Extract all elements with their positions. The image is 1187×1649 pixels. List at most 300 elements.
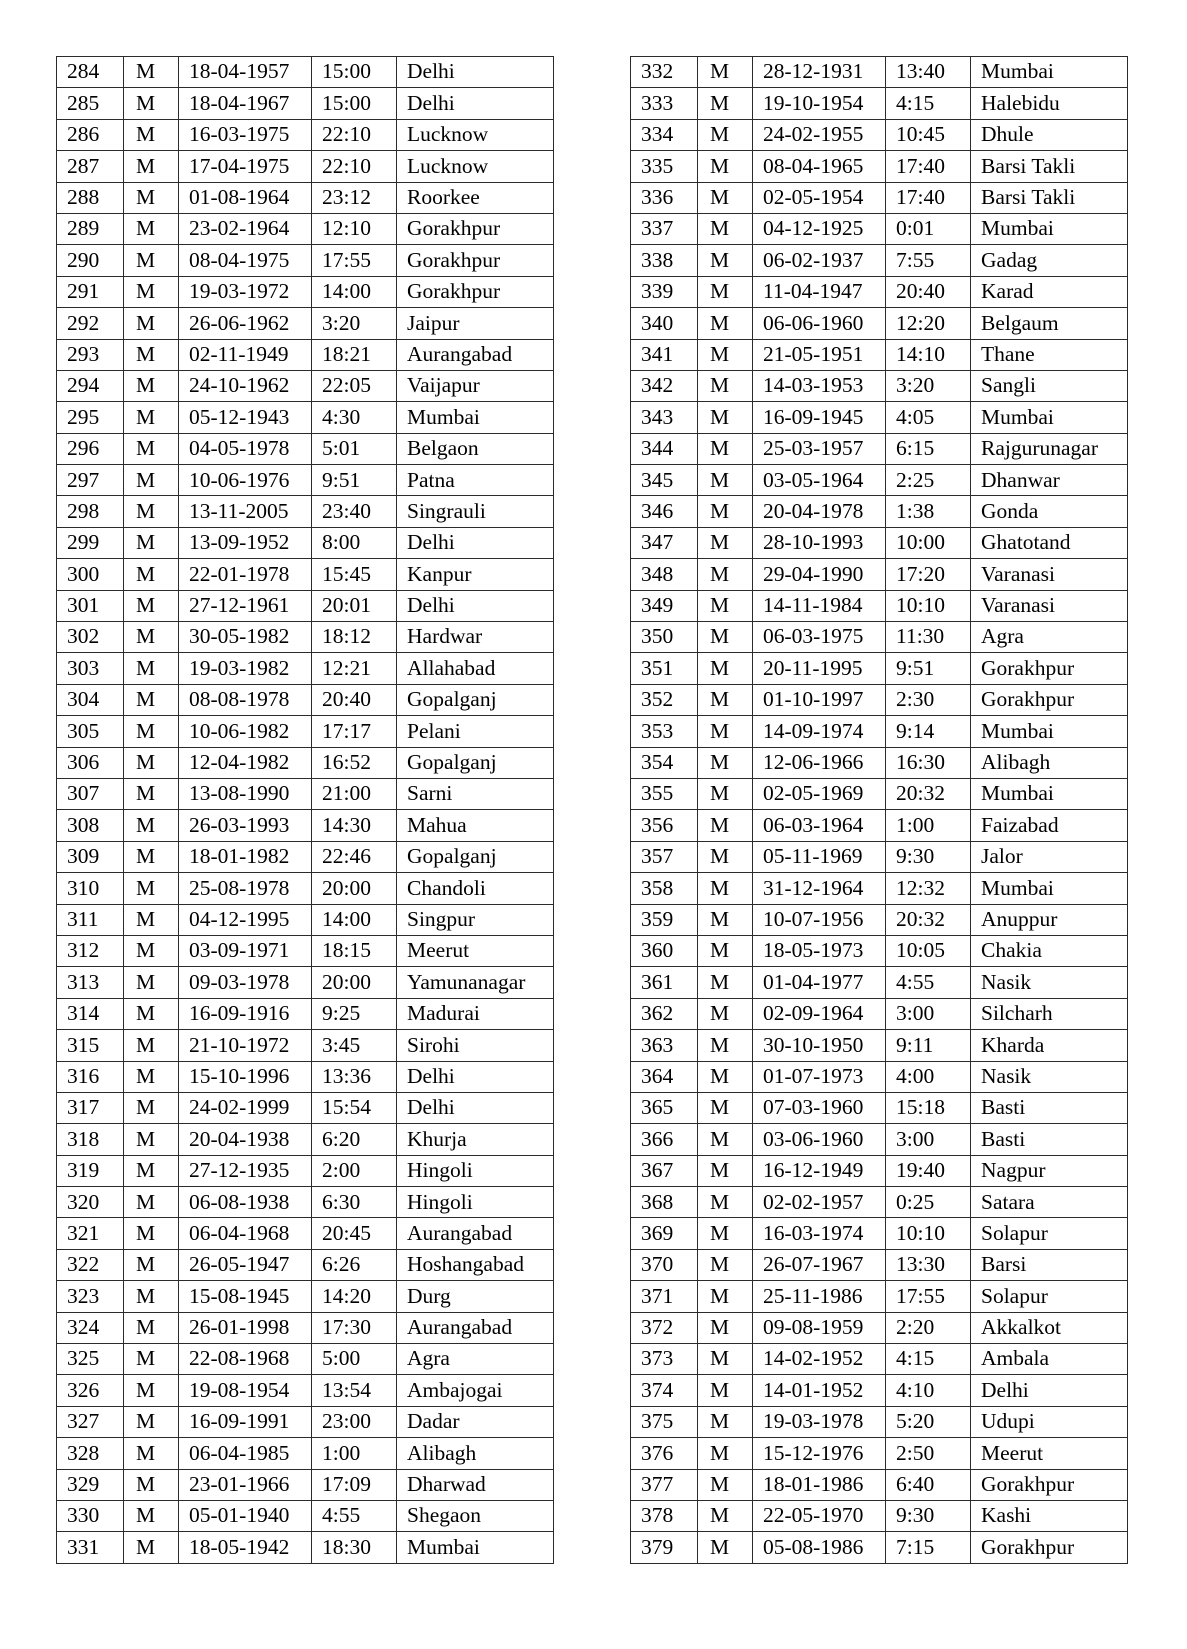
table-row [57, 57, 554, 88]
table-row [57, 653, 554, 684]
sex-cell: M [698, 370, 753, 401]
date-cell: 20-04-1938 [179, 1124, 312, 1155]
time-cell: 20:40 [886, 276, 971, 307]
serial-cell: 341 [631, 339, 698, 370]
place-cell: Gopalganj [397, 684, 554, 715]
date-cell: 10-06-1976 [179, 465, 312, 496]
table-row [57, 998, 554, 1029]
sex-cell: M [124, 182, 179, 213]
place-cell: Allahabad [397, 653, 554, 684]
serial-cell: 320 [57, 1187, 124, 1218]
sex-cell: M [124, 151, 179, 182]
table-row [57, 245, 554, 276]
records-table-left-body [57, 57, 554, 1564]
time-cell: 6:40 [886, 1469, 971, 1500]
time-cell: 14:00 [312, 276, 397, 307]
table-row [631, 935, 1128, 966]
serial-cell: 368 [631, 1187, 698, 1218]
time-cell: 2:30 [886, 684, 971, 715]
table-row [631, 1532, 1128, 1563]
date-cell: 17-04-1975 [179, 151, 312, 182]
date-cell: 01-10-1997 [753, 684, 886, 715]
sex-cell: M [698, 841, 753, 872]
serial-cell: 308 [57, 810, 124, 841]
serial-cell: 366 [631, 1124, 698, 1155]
table-row [631, 1218, 1128, 1249]
serial-cell: 328 [57, 1438, 124, 1469]
sex-cell: M [698, 527, 753, 558]
table-row [57, 1218, 554, 1249]
time-cell: 3:20 [312, 308, 397, 339]
time-cell: 14:30 [312, 810, 397, 841]
date-cell: 13-09-1952 [179, 527, 312, 558]
time-cell: 3:00 [886, 1124, 971, 1155]
place-cell: Dharwad [397, 1469, 554, 1500]
sex-cell: M [698, 213, 753, 244]
time-cell: 15:45 [312, 559, 397, 590]
time-cell: 15:00 [312, 88, 397, 119]
sex-cell: M [124, 370, 179, 401]
sex-cell: M [698, 433, 753, 464]
sex-cell: M [698, 1438, 753, 1469]
sex-cell: M [698, 1375, 753, 1406]
table-row [57, 1312, 554, 1343]
serial-cell: 364 [631, 1061, 698, 1092]
date-cell: 19-03-1982 [179, 653, 312, 684]
sex-cell: M [698, 276, 753, 307]
table-row [57, 1155, 554, 1186]
date-cell: 11-04-1947 [753, 276, 886, 307]
place-cell: Thane [971, 339, 1128, 370]
place-cell: Mumbai [971, 778, 1128, 809]
table-row [631, 1438, 1128, 1469]
serial-cell: 351 [631, 653, 698, 684]
date-cell: 19-10-1954 [753, 88, 886, 119]
table-row [631, 496, 1128, 527]
table-row [57, 88, 554, 119]
date-cell: 15-10-1996 [179, 1061, 312, 1092]
sex-cell: M [124, 622, 179, 653]
place-cell: Hoshangabad [397, 1249, 554, 1280]
date-cell: 14-11-1984 [753, 590, 886, 621]
date-cell: 28-10-1993 [753, 527, 886, 558]
date-cell: 06-03-1964 [753, 810, 886, 841]
place-cell: Nagpur [971, 1155, 1128, 1186]
time-cell: 23:00 [312, 1406, 397, 1437]
table-row [631, 308, 1128, 339]
sex-cell: M [124, 213, 179, 244]
time-cell: 3:45 [312, 1030, 397, 1061]
date-cell: 27-12-1935 [179, 1155, 312, 1186]
table-row [631, 998, 1128, 1029]
time-cell: 17:17 [312, 716, 397, 747]
date-cell: 20-04-1978 [753, 496, 886, 527]
time-cell: 15:18 [886, 1092, 971, 1123]
serial-cell: 307 [57, 778, 124, 809]
date-cell: 14-02-1952 [753, 1344, 886, 1375]
serial-cell: 305 [57, 716, 124, 747]
date-cell: 02-02-1957 [753, 1187, 886, 1218]
date-cell: 02-09-1964 [753, 998, 886, 1029]
sex-cell: M [124, 1092, 179, 1123]
time-cell: 15:54 [312, 1092, 397, 1123]
sex-cell: M [124, 527, 179, 558]
time-cell: 4:10 [886, 1375, 971, 1406]
place-cell: Anuppur [971, 904, 1128, 935]
sex-cell: M [698, 182, 753, 213]
table-row [631, 1375, 1128, 1406]
table-row [57, 1344, 554, 1375]
table-row [57, 1406, 554, 1437]
sex-cell: M [698, 967, 753, 998]
time-cell: 21:00 [312, 778, 397, 809]
sex-cell: M [698, 998, 753, 1029]
place-cell: Gopalganj [397, 841, 554, 872]
place-cell: Delhi [397, 57, 554, 88]
place-cell: Barsi Takli [971, 151, 1128, 182]
date-cell: 06-06-1960 [753, 308, 886, 339]
sex-cell: M [698, 1124, 753, 1155]
date-cell: 03-06-1960 [753, 1124, 886, 1155]
date-cell: 16-09-1991 [179, 1406, 312, 1437]
place-cell: Jaipur [397, 308, 554, 339]
serial-cell: 290 [57, 245, 124, 276]
place-cell: Nasik [971, 1061, 1128, 1092]
place-cell: Delhi [397, 1092, 554, 1123]
sex-cell: M [124, 276, 179, 307]
time-cell: 16:52 [312, 747, 397, 778]
serial-cell: 334 [631, 119, 698, 150]
table-row [57, 465, 554, 496]
time-cell: 6:15 [886, 433, 971, 464]
sex-cell: M [698, 1344, 753, 1375]
time-cell: 1:00 [312, 1438, 397, 1469]
place-cell: Mahua [397, 810, 554, 841]
place-cell: Gonda [971, 496, 1128, 527]
time-cell: 20:32 [886, 904, 971, 935]
time-cell: 5:01 [312, 433, 397, 464]
table-row [631, 276, 1128, 307]
serial-cell: 377 [631, 1469, 698, 1500]
table-row [57, 1438, 554, 1469]
sex-cell: M [698, 935, 753, 966]
serial-cell: 335 [631, 151, 698, 182]
serial-cell: 323 [57, 1281, 124, 1312]
sex-cell: M [124, 1532, 179, 1563]
time-cell: 22:46 [312, 841, 397, 872]
serial-cell: 311 [57, 904, 124, 935]
date-cell: 18-05-1942 [179, 1532, 312, 1563]
sex-cell: M [698, 119, 753, 150]
table-row [57, 1249, 554, 1280]
place-cell: Meerut [971, 1438, 1128, 1469]
place-cell: Sarni [397, 778, 554, 809]
date-cell: 12-06-1966 [753, 747, 886, 778]
date-cell: 27-12-1961 [179, 590, 312, 621]
serial-cell: 315 [57, 1030, 124, 1061]
sex-cell: M [124, 1406, 179, 1437]
place-cell: Sirohi [397, 1030, 554, 1061]
serial-cell: 297 [57, 465, 124, 496]
time-cell: 17:20 [886, 559, 971, 590]
table-row [631, 245, 1128, 276]
place-cell: Aurangabad [397, 1312, 554, 1343]
sex-cell: M [698, 559, 753, 590]
place-cell: Vaijapur [397, 370, 554, 401]
date-cell: 15-08-1945 [179, 1281, 312, 1312]
time-cell: 17:55 [886, 1281, 971, 1312]
time-cell: 8:00 [312, 527, 397, 558]
place-cell: Ghatotand [971, 527, 1128, 558]
table-row [57, 213, 554, 244]
date-cell: 16-03-1974 [753, 1218, 886, 1249]
table-row [631, 1124, 1128, 1155]
date-cell: 22-05-1970 [753, 1500, 886, 1531]
place-cell: Mumbai [971, 402, 1128, 433]
table-row [57, 1124, 554, 1155]
table-row [631, 810, 1128, 841]
serial-cell: 287 [57, 151, 124, 182]
place-cell: Belgaon [397, 433, 554, 464]
date-cell: 30-05-1982 [179, 622, 312, 653]
sex-cell: M [124, 119, 179, 150]
sex-cell: M [124, 1281, 179, 1312]
serial-cell: 310 [57, 873, 124, 904]
serial-cell: 373 [631, 1344, 698, 1375]
table-row [631, 1155, 1128, 1186]
place-cell: Meerut [397, 935, 554, 966]
place-cell: Varanasi [971, 559, 1128, 590]
sex-cell: M [124, 1375, 179, 1406]
sex-cell: M [124, 810, 179, 841]
time-cell: 4:15 [886, 88, 971, 119]
table-row [57, 684, 554, 715]
table-row [57, 276, 554, 307]
date-cell: 21-10-1972 [179, 1030, 312, 1061]
table-row [57, 527, 554, 558]
date-cell: 10-07-1956 [753, 904, 886, 935]
time-cell: 9:11 [886, 1030, 971, 1061]
date-cell: 18-01-1986 [753, 1469, 886, 1500]
sex-cell: M [698, 245, 753, 276]
table-row [631, 1030, 1128, 1061]
place-cell: Solapur [971, 1281, 1128, 1312]
place-cell: Gorakhpur [971, 653, 1128, 684]
table-row [57, 1061, 554, 1092]
serial-cell: 359 [631, 904, 698, 935]
time-cell: 20:00 [312, 967, 397, 998]
table-row [57, 433, 554, 464]
time-cell: 20:00 [312, 873, 397, 904]
date-cell: 18-04-1957 [179, 57, 312, 88]
time-cell: 6:20 [312, 1124, 397, 1155]
sex-cell: M [698, 1061, 753, 1092]
serial-cell: 331 [57, 1532, 124, 1563]
time-cell: 6:30 [312, 1187, 397, 1218]
date-cell: 18-04-1967 [179, 88, 312, 119]
serial-cell: 361 [631, 967, 698, 998]
table-row [57, 841, 554, 872]
serial-cell: 300 [57, 559, 124, 590]
sex-cell: M [698, 590, 753, 621]
time-cell: 20:45 [312, 1218, 397, 1249]
sex-cell: M [698, 622, 753, 653]
place-cell: Dhule [971, 119, 1128, 150]
serial-cell: 312 [57, 935, 124, 966]
sex-cell: M [698, 57, 753, 88]
date-cell: 26-03-1993 [179, 810, 312, 841]
table-row [631, 1312, 1128, 1343]
sex-cell: M [124, 904, 179, 935]
sex-cell: M [124, 57, 179, 88]
place-cell: Sangli [971, 370, 1128, 401]
serial-cell: 347 [631, 527, 698, 558]
date-cell: 05-11-1969 [753, 841, 886, 872]
table-row [631, 1500, 1128, 1531]
sex-cell: M [124, 1061, 179, 1092]
serial-cell: 309 [57, 841, 124, 872]
place-cell: Akkalkot [971, 1312, 1128, 1343]
time-cell: 1:00 [886, 810, 971, 841]
serial-cell: 375 [631, 1406, 698, 1437]
serial-cell: 346 [631, 496, 698, 527]
time-cell: 5:20 [886, 1406, 971, 1437]
sex-cell: M [124, 873, 179, 904]
serial-cell: 358 [631, 873, 698, 904]
sex-cell: M [124, 496, 179, 527]
records-table-right-body [631, 57, 1128, 1564]
serial-cell: 349 [631, 590, 698, 621]
serial-cell: 289 [57, 213, 124, 244]
date-cell: 26-05-1947 [179, 1249, 312, 1280]
place-cell: Yamunanagar [397, 967, 554, 998]
date-cell: 07-03-1960 [753, 1092, 886, 1123]
place-cell: Chakia [971, 935, 1128, 966]
sex-cell: M [698, 747, 753, 778]
sex-cell: M [698, 1218, 753, 1249]
sex-cell: M [698, 810, 753, 841]
sex-cell: M [124, 1249, 179, 1280]
serial-cell: 284 [57, 57, 124, 88]
serial-cell: 306 [57, 747, 124, 778]
place-cell: Gorakhpur [971, 684, 1128, 715]
time-cell: 3:20 [886, 370, 971, 401]
serial-cell: 343 [631, 402, 698, 433]
time-cell: 9:51 [886, 653, 971, 684]
date-cell: 19-08-1954 [179, 1375, 312, 1406]
sex-cell: M [124, 935, 179, 966]
sex-cell: M [698, 904, 753, 935]
sex-cell: M [124, 1312, 179, 1343]
date-cell: 31-12-1964 [753, 873, 886, 904]
date-cell: 08-04-1975 [179, 245, 312, 276]
serial-cell: 353 [631, 716, 698, 747]
sex-cell: M [698, 402, 753, 433]
place-cell: Delhi [397, 590, 554, 621]
table-row [57, 590, 554, 621]
sex-cell: M [124, 841, 179, 872]
table-row [631, 841, 1128, 872]
sex-cell: M [698, 778, 753, 809]
sex-cell: M [124, 590, 179, 621]
sex-cell: M [124, 339, 179, 370]
time-cell: 4:55 [886, 967, 971, 998]
date-cell: 04-05-1978 [179, 433, 312, 464]
table-row [57, 1187, 554, 1218]
serial-cell: 299 [57, 527, 124, 558]
sex-cell: M [124, 747, 179, 778]
serial-cell: 291 [57, 276, 124, 307]
sex-cell: M [124, 308, 179, 339]
serial-cell: 336 [631, 182, 698, 213]
time-cell: 18:15 [312, 935, 397, 966]
place-cell: Halebidu [971, 88, 1128, 119]
table-row [631, 1187, 1128, 1218]
serial-cell: 379 [631, 1532, 698, 1563]
place-cell: Barsi [971, 1249, 1128, 1280]
place-cell: Roorkee [397, 182, 554, 213]
place-cell: Delhi [397, 527, 554, 558]
serial-cell: 288 [57, 182, 124, 213]
time-cell: 9:25 [312, 998, 397, 1029]
serial-cell: 337 [631, 213, 698, 244]
place-cell: Gorakhpur [397, 245, 554, 276]
time-cell: 17:09 [312, 1469, 397, 1500]
serial-cell: 296 [57, 433, 124, 464]
place-cell: Khurja [397, 1124, 554, 1155]
place-cell: Mumbai [397, 1532, 554, 1563]
time-cell: 4:15 [886, 1344, 971, 1375]
sex-cell: M [698, 1281, 753, 1312]
table-row [631, 747, 1128, 778]
time-cell: 12:32 [886, 873, 971, 904]
time-cell: 18:30 [312, 1532, 397, 1563]
table-row [57, 873, 554, 904]
table-row [57, 778, 554, 809]
place-cell: Ambajogai [397, 1375, 554, 1406]
serial-cell: 370 [631, 1249, 698, 1280]
table-row [631, 778, 1128, 809]
serial-cell: 319 [57, 1155, 124, 1186]
serial-cell: 298 [57, 496, 124, 527]
serial-cell: 293 [57, 339, 124, 370]
place-cell: Hingoli [397, 1155, 554, 1186]
sex-cell: M [124, 402, 179, 433]
date-cell: 30-10-1950 [753, 1030, 886, 1061]
sex-cell: M [124, 1155, 179, 1186]
date-cell: 26-01-1998 [179, 1312, 312, 1343]
date-cell: 05-08-1986 [753, 1532, 886, 1563]
serial-cell: 303 [57, 653, 124, 684]
sex-cell: M [124, 778, 179, 809]
table-row [57, 904, 554, 935]
sex-cell: M [698, 873, 753, 904]
serial-cell: 338 [631, 245, 698, 276]
sex-cell: M [124, 1344, 179, 1375]
table-row [631, 465, 1128, 496]
place-cell: Delhi [971, 1375, 1128, 1406]
sex-cell: M [698, 1469, 753, 1500]
place-cell: Varanasi [971, 590, 1128, 621]
table-row [631, 182, 1128, 213]
date-cell: 06-04-1968 [179, 1218, 312, 1249]
date-cell: 04-12-1995 [179, 904, 312, 935]
time-cell: 2:00 [312, 1155, 397, 1186]
table-row [57, 935, 554, 966]
sex-cell: M [698, 1532, 753, 1563]
serial-cell: 340 [631, 308, 698, 339]
time-cell: 20:32 [886, 778, 971, 809]
